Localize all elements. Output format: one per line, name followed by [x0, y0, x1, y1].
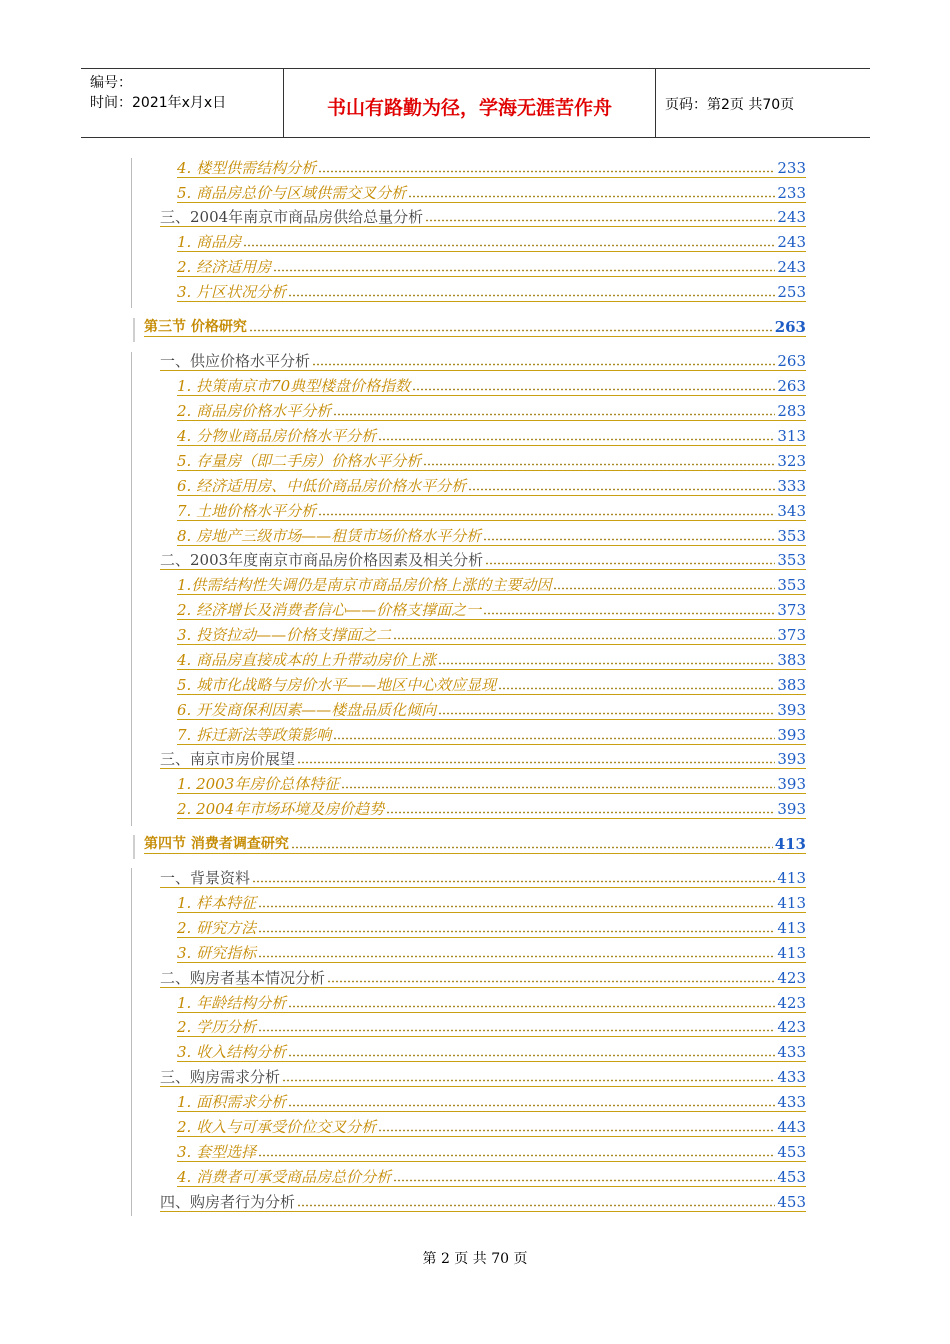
- toc-dot-leader: [297, 758, 775, 764]
- toc-dot-leader: [312, 360, 775, 366]
- time-label: 时间：2021年x月x日: [90, 95, 227, 111]
- toc-dot-leader: [252, 877, 775, 883]
- toc-entry-page[interactable]: 233: [777, 184, 806, 202]
- toc-guide-line: [131, 868, 132, 1216]
- toc-dot-leader: [258, 927, 775, 933]
- toc-entry-title[interactable]: 第三节 价格研究: [144, 319, 247, 335]
- toc-entry-page[interactable]: 353: [777, 551, 806, 569]
- toc-entry[interactable]: [177, 1089, 806, 1112]
- toc-entry[interactable]: [177, 180, 806, 203]
- toc-dot-leader: [378, 1126, 775, 1132]
- toc-entry-page[interactable]: 243: [777, 208, 806, 226]
- toc-dot-leader: [412, 385, 775, 391]
- toc-dot-leader: [288, 1002, 775, 1008]
- toc-entry-page[interactable]: 453: [777, 1193, 806, 1211]
- toc-dot-leader: [327, 977, 775, 983]
- toc-entry-page[interactable]: 393: [777, 800, 806, 818]
- toc-dot-leader: [483, 535, 775, 541]
- toc-entry-title[interactable]: 5. 商品房总价与区域供需交叉分析: [177, 184, 407, 202]
- toc-entry-title[interactable]: 2. 研究方法: [177, 919, 257, 937]
- toc-entry-page[interactable]: 263: [777, 377, 806, 395]
- page-label: 页码：第2页 共70页: [665, 97, 795, 113]
- toc-dot-leader: [333, 734, 775, 740]
- toc-entry[interactable]: [160, 348, 806, 371]
- toc-entry-page[interactable]: 263: [777, 352, 806, 370]
- toc-entry-title[interactable]: 4. 商品房直接成本的上升带动房价上涨: [177, 651, 437, 669]
- toc-entry-page[interactable]: 383: [777, 676, 806, 694]
- toc-entry[interactable]: [144, 831, 806, 854]
- toc-entry-page[interactable]: 423: [777, 969, 806, 987]
- toc-entry-page[interactable]: 393: [777, 775, 806, 793]
- toc-entry-page[interactable]: 413: [777, 869, 806, 887]
- toc-entry-title[interactable]: 1. 商品房: [177, 233, 242, 251]
- toc-entry-title[interactable]: 1. 抉策南京市70典型楼盘价格指数: [177, 377, 411, 395]
- toc-entry[interactable]: [160, 746, 806, 769]
- toc-dot-leader: [378, 435, 775, 441]
- toc-entry-title[interactable]: 4. 楼型供需结构分析: [177, 159, 317, 177]
- toc-entry-page[interactable]: 243: [777, 258, 806, 276]
- toc-entry-title[interactable]: 2. 2004年市场环境及房价趋势: [177, 800, 385, 818]
- toc-entry-title[interactable]: 3. 片区状况分析: [177, 283, 287, 301]
- toc-dot-leader: [438, 709, 775, 715]
- toc-entry-page[interactable]: 413: [774, 835, 806, 853]
- toc-dot-leader: [423, 460, 775, 466]
- toc-entry-title[interactable]: 二、购房者基本情况分析: [160, 969, 326, 987]
- toc-dot-leader: [318, 167, 775, 173]
- toc-entry[interactable]: [177, 722, 806, 745]
- toc-entry[interactable]: [177, 155, 806, 178]
- toc-dot-leader: [425, 216, 775, 222]
- toc-entry[interactable]: [177, 1114, 806, 1137]
- toc-entry[interactable]: [144, 314, 806, 337]
- toc-entry-title[interactable]: 1. 面积需求分析: [177, 1093, 287, 1111]
- toc-entry-page[interactable]: 253: [777, 283, 806, 301]
- toc-entry[interactable]: [177, 498, 806, 521]
- toc-entry[interactable]: [177, 672, 806, 695]
- toc-entry-title[interactable]: 四、购房者行为分析: [160, 1193, 296, 1211]
- toc-dot-leader: [288, 1101, 775, 1107]
- toc-entry-title[interactable]: 3. 投资拉动——价格支撑面之二: [177, 626, 392, 644]
- toc-entry-title[interactable]: 1.供需结构性失调仍是南京市商品房价格上涨的主要动因: [177, 576, 552, 594]
- toc-entry[interactable]: [160, 547, 806, 570]
- toc-entry-title[interactable]: 三、购房需求分析: [160, 1068, 281, 1086]
- toc-entry-title[interactable]: 5. 存量房（即二手房）价格水平分析: [177, 452, 422, 470]
- toc-dot-leader: [498, 684, 775, 690]
- toc-dot-leader: [468, 485, 775, 491]
- toc-dot-leader: [438, 659, 775, 665]
- toc-entry-page[interactable]: 453: [777, 1143, 806, 1161]
- toc-entry[interactable]: [177, 796, 806, 819]
- chapter-marker: [133, 835, 135, 859]
- toc-entry-page[interactable]: 373: [777, 601, 806, 619]
- toc-dot-leader: [297, 1201, 775, 1207]
- toc-entry-page[interactable]: 353: [777, 576, 806, 594]
- toc-entry[interactable]: [177, 990, 806, 1013]
- toc-dot-leader: [291, 843, 773, 849]
- toc-entry-page[interactable]: 323: [777, 452, 806, 470]
- toc-entry-page[interactable]: 263: [774, 318, 806, 336]
- toc-entry-page[interactable]: 413: [777, 919, 806, 937]
- toc-entry-title[interactable]: 第四节 消费者调查研究: [144, 836, 289, 852]
- toc-entry[interactable]: [177, 697, 806, 720]
- toc-dot-leader: [341, 783, 775, 789]
- toc-entry-page[interactable]: 413: [777, 894, 806, 912]
- toc-entry[interactable]: [160, 965, 806, 988]
- toc-entry-page[interactable]: 343: [777, 502, 806, 520]
- toc-entry-title[interactable]: 3. 套型选择: [177, 1143, 257, 1161]
- toc-entry[interactable]: [177, 279, 806, 302]
- toc-dot-leader: [258, 902, 775, 908]
- toc-entry-title[interactable]: 1. 2003年房价总体特征: [177, 775, 340, 793]
- toc-entry-page[interactable]: 433: [777, 1093, 806, 1111]
- toc-entry[interactable]: [177, 1014, 806, 1037]
- toc-entry-page[interactable]: 393: [777, 701, 806, 719]
- toc-dot-leader: [393, 634, 775, 640]
- toc-entry-title[interactable]: 7. 拆迁新法等政策影响: [177, 726, 332, 744]
- toc-entry-title[interactable]: 1. 年龄结构分析: [177, 994, 287, 1012]
- toc-guide-line: [131, 158, 132, 308]
- toc-entry-title[interactable]: 2. 商品房价格水平分析: [177, 402, 332, 420]
- toc-dot-leader: [485, 559, 775, 565]
- toc-entry[interactable]: [177, 572, 806, 595]
- toc-dot-leader: [333, 410, 775, 416]
- toc-entry-page[interactable]: 453: [777, 1168, 806, 1186]
- toc-dot-leader: [386, 808, 775, 814]
- toc-entry[interactable]: [177, 523, 806, 546]
- toc-entry-page[interactable]: 393: [777, 750, 806, 768]
- toc-dot-leader: [258, 1151, 775, 1157]
- toc-entry-page[interactable]: 393: [777, 726, 806, 744]
- toc-entry[interactable]: [160, 204, 806, 227]
- toc-entry-title[interactable]: 2. 收入与可承受价位交叉分析: [177, 1118, 377, 1136]
- toc-entry-title[interactable]: 4. 消费者可承受商品房总价分析: [177, 1168, 392, 1186]
- toc-dot-leader: [483, 609, 775, 615]
- toc-entry-title[interactable]: 3. 研究指标: [177, 944, 257, 962]
- toc-entry[interactable]: [177, 423, 806, 446]
- toc-entry[interactable]: [177, 647, 806, 670]
- toc-entry-page[interactable]: 233: [777, 159, 806, 177]
- toc-entry-title[interactable]: 2. 经济适用房: [177, 258, 272, 276]
- page-footer: 第 2 页 共 70 页: [422, 1251, 528, 1267]
- toc-entry-title[interactable]: 一、供应价格水平分析: [160, 352, 311, 370]
- toc-entry-title[interactable]: 4. 分物业商品房价格水平分析: [177, 427, 377, 445]
- toc-entry-title[interactable]: 3. 收入结构分析: [177, 1043, 287, 1061]
- toc-entry-page[interactable]: 383: [777, 651, 806, 669]
- toc-entry-page[interactable]: 313: [777, 427, 806, 445]
- toc-entry-page[interactable]: 373: [777, 626, 806, 644]
- toc-dot-leader: [408, 192, 775, 198]
- toc-dot-leader: [273, 266, 775, 272]
- toc-entry[interactable]: [160, 1189, 806, 1212]
- toc-guide-line: [131, 352, 132, 826]
- toc-entry[interactable]: [177, 597, 806, 620]
- toc-entry-title[interactable]: 1. 样本特征: [177, 894, 257, 912]
- number-label: 编号：: [90, 75, 132, 91]
- toc-entry[interactable]: [160, 865, 806, 888]
- toc-entry-title[interactable]: 2. 学历分析: [177, 1018, 257, 1036]
- toc-dot-leader: [318, 510, 775, 516]
- toc-entry[interactable]: [177, 940, 806, 963]
- toc-entry-title[interactable]: 6. 经济适用房、中低价商品房价格水平分析: [177, 477, 467, 495]
- toc-entry-title[interactable]: 三、2004年南京市商品房供给总量分析: [160, 208, 424, 226]
- toc-entry-page[interactable]: 423: [777, 994, 806, 1012]
- toc-entry-page[interactable]: 353: [777, 527, 806, 545]
- toc-dot-leader: [258, 952, 775, 958]
- toc-dot-leader: [393, 1176, 775, 1182]
- toc-entry[interactable]: [177, 473, 806, 496]
- toc-entry-title[interactable]: 7. 土地价格水平分析: [177, 502, 317, 520]
- toc-entry[interactable]: [177, 1164, 806, 1187]
- toc-entry-title[interactable]: 2. 经济增长及消费者信心——价格支撑面之一: [177, 601, 482, 619]
- toc-dot-leader: [249, 326, 773, 332]
- toc-entry[interactable]: [177, 890, 806, 913]
- toc-entry-page[interactable]: 413: [777, 944, 806, 962]
- toc-entry-title[interactable]: 6. 开发商保利因素——楼盘品质化倾向: [177, 701, 437, 719]
- toc-entry-page[interactable]: 333: [777, 477, 806, 495]
- toc-entry[interactable]: [177, 622, 806, 645]
- toc-entry-page[interactable]: 433: [777, 1068, 806, 1086]
- toc-dot-leader: [282, 1076, 775, 1082]
- toc-entry[interactable]: [177, 771, 806, 794]
- toc-entry-page[interactable]: 423: [777, 1018, 806, 1036]
- toc-dot-leader: [288, 1051, 775, 1057]
- toc-entry-title[interactable]: 一、背景资料: [160, 869, 251, 887]
- toc-entry-page[interactable]: 283: [777, 402, 806, 420]
- toc-entry[interactable]: [177, 373, 806, 396]
- toc-dot-leader: [553, 584, 775, 590]
- toc-entry-title[interactable]: 8. 房地产三级市场——租赁市场价格水平分析: [177, 527, 482, 545]
- toc-dot-leader: [258, 1026, 775, 1032]
- toc-entry[interactable]: [177, 398, 806, 421]
- toc-entry[interactable]: [177, 448, 806, 471]
- toc-entry[interactable]: [177, 1039, 806, 1062]
- toc-entry-page[interactable]: 443: [777, 1118, 806, 1136]
- toc-entry[interactable]: [160, 1064, 806, 1087]
- toc-dot-leader: [288, 291, 775, 297]
- toc-entry-title[interactable]: 三、南京市房价展望: [160, 750, 296, 768]
- toc-entry-title[interactable]: 二、2003年度南京市商品房价格因素及相关分析: [160, 551, 484, 569]
- toc-entry[interactable]: [177, 915, 806, 938]
- toc-entry-title[interactable]: 5. 城市化战略与房价水平——地区中心效应显现: [177, 676, 497, 694]
- toc-entry[interactable]: [177, 254, 806, 277]
- motto-text: 书山有路勤为径，学海无涯苦作舟: [326, 97, 612, 119]
- toc-entry[interactable]: [177, 229, 806, 252]
- toc-entry-page[interactable]: 433: [777, 1043, 806, 1061]
- toc-dot-leader: [243, 241, 775, 247]
- chapter-marker: [133, 318, 135, 342]
- toc-entry-page[interactable]: 243: [777, 233, 806, 251]
- toc-entry[interactable]: [177, 1139, 806, 1162]
